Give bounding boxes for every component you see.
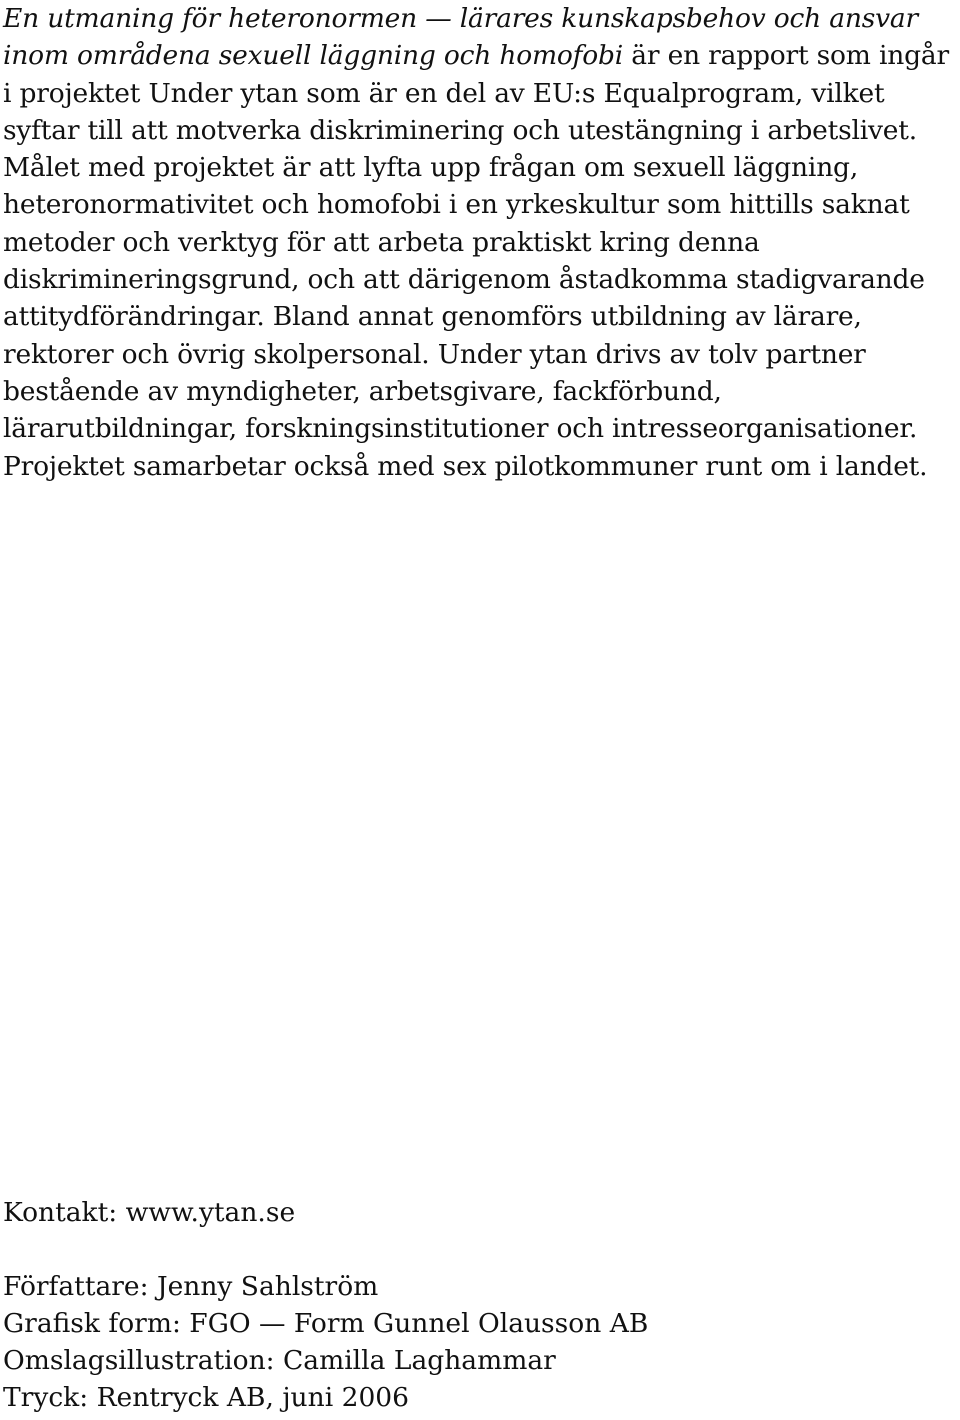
credit-design: Grafisk form: FGO — Form Gunnel Olausson AB [3,1308,649,1339]
contact-line: Kontakt: www.ytan.se [3,1197,296,1228]
credit-author: Författare: Jenny Sahlström [3,1271,379,1302]
report-title: En utmaning för heteronormen — lärares kunskapsbehov och ansvar inom områdena sexuell läggning och homofobi [3,3,918,72]
credits-list [3,1268,648,1416]
credit-print: Tryck: Rentryck AB, juni 2006 [3,1382,410,1413]
credit-illustration: Omslagsillustration: Camilla Laghammar [3,1345,556,1376]
intro-paragraph [3,0,955,485]
intro-body: är en rapport som ingår i projektet Under ytan som är en del av EU:s Equalprogram, vilket syftar till att motverka diskriminering och utestängning i arbetslivet. Målet med projektet är att lyfta upp frågan om sexuell läggning, heteronormativitet och homofobi i en yrkeskultur som hittills saknat metoder och verktyg för att arbeta praktiskt kring denna diskrimineringsgrund, och att därigenom åstadkomma stadigvarande attitydförändringar. Bland annat genomförs utbildning av lärare, rektorer och övrig skolpersonal. Under ytan drivs av tolv partner bestående av myndigheter, arbetsgivare, fackförbund, lärarutbildningar, forskningsinstitutioner och intresseorganisationer. Projektet samarbetar också med sex pilotkommuner runt om i landet. [3,40,949,482]
